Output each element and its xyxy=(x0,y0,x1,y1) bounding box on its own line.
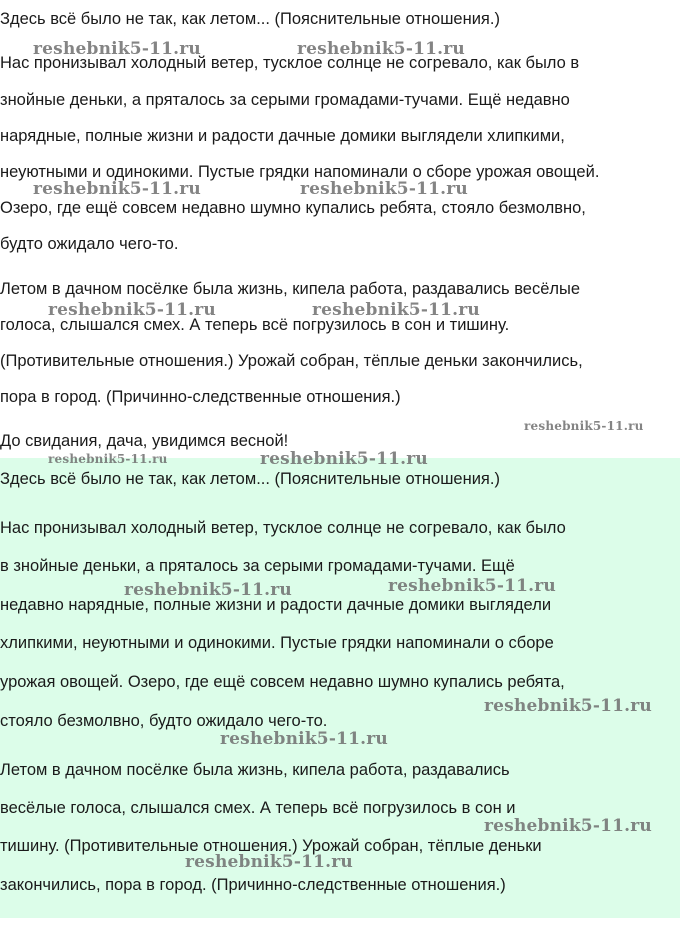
watermark: reshebnik5-11.ru xyxy=(524,419,644,433)
text-line: Летом в дачном посёлке была жизнь, кипела работа, раздавались xyxy=(0,761,510,779)
text-line: До свидания, дача, увидимся весной! xyxy=(0,432,289,450)
watermark: reshebnik5-11.ru xyxy=(185,852,353,872)
watermark: reshebnik5-11.ru xyxy=(48,452,168,466)
text-line: хлипкими, неуютными и одинокими. Пустые грядки напоминали о сборе xyxy=(0,634,554,652)
watermark: reshebnik5-11.ru xyxy=(484,816,652,836)
watermark: reshebnik5-11.ru xyxy=(33,179,201,199)
text-line: Нас пронизывал холодный ветер, тусклое солнце не согревало, как было в xyxy=(0,54,580,72)
text-line: стояло безмолвно, будто ожидало чего-то. xyxy=(0,712,328,730)
text-line: недавно нарядные, полные жизни и радости дачные домики выглядели xyxy=(0,596,552,614)
text-line: Летом в дачном посёлке была жизнь, кипела работа, раздавались весёлые xyxy=(0,280,581,298)
text-line: нарядные, полные жизни и радости дачные домики выглядели хлипкими, xyxy=(0,127,565,145)
text-line: Озеро, где ещё совсем недавно шумно купались ребята, стояло безмолвно, xyxy=(0,199,586,217)
text-line: закончились, пора в город. (Причинно-следственные отношения.) xyxy=(0,876,506,894)
watermark: reshebnik5-11.ru xyxy=(124,580,292,600)
text-line: голоса, слышался смех. А теперь всё погрузилось в сон и тишину. xyxy=(0,316,510,334)
text-line: в знойные деньки, а пряталось за серыми громадами-тучами. Ещё xyxy=(0,557,515,575)
text-line: тишину. (Противительные отношения.) Урожай собран, тёплые деньки xyxy=(0,837,542,855)
watermark: reshebnik5-11.ru xyxy=(297,39,465,59)
text-line: Здесь всё было не так, как летом... (Пояснительные отношения.) xyxy=(0,10,500,28)
text-line: неуютными и одинокими. Пустые грядки напоминали о сборе урожая овощей. xyxy=(0,163,600,181)
text-line: (Противительные отношения.) Урожай собран, тёплые деньки закончились, xyxy=(0,352,583,370)
watermark: reshebnik5-11.ru xyxy=(388,576,556,596)
watermark: reshebnik5-11.ru xyxy=(484,696,652,716)
text-line: знойные деньки, а пряталось за серыми громадами-тучами. Ещё недавно xyxy=(0,91,570,109)
watermark: reshebnik5-11.ru xyxy=(300,179,468,199)
watermark: reshebnik5-11.ru xyxy=(312,300,480,320)
watermark: reshebnik5-11.ru xyxy=(48,300,216,320)
text-line: будто ожидало чего-то. xyxy=(0,235,179,253)
watermark: reshebnik5-11.ru xyxy=(33,39,201,59)
watermark: reshebnik5-11.ru xyxy=(220,729,388,749)
text-line: весёлые голоса, слышался смех. А теперь всё погрузилось в сон и xyxy=(0,799,516,817)
text-line: урожая овощей. Озеро, где ещё совсем недавно шумно купались ребята, xyxy=(0,673,565,691)
watermark: reshebnik5-11.ru xyxy=(260,449,428,469)
text-line: Здесь всё было не так, как летом... (Пояснительные отношения.) xyxy=(0,470,500,488)
text-line: пора в город. (Причинно-следственные отношения.) xyxy=(0,388,401,406)
text-line: Нас пронизывал холодный ветер, тусклое солнце не согревало, как было xyxy=(0,519,566,537)
